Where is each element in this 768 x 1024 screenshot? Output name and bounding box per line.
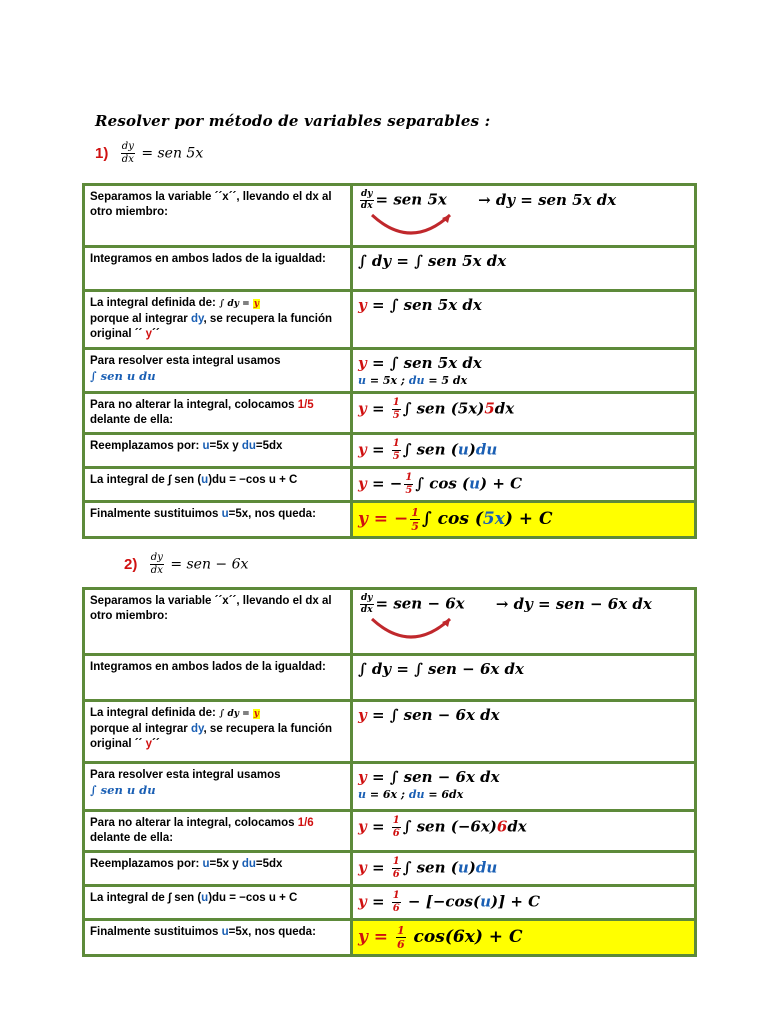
step-description: Finalmente sustituimos u=5x, nos queda: (84, 920, 352, 956)
step-description: Separamos la variable ´´x´´, llevando el dx al otro miembro: (84, 185, 352, 247)
table-row (84, 502, 696, 538)
table-row (84, 291, 696, 349)
table-row (84, 468, 696, 502)
table-row (84, 763, 696, 811)
step-description: Reemplazamos por: u=5x y du=5dx (84, 434, 352, 468)
table-row (84, 349, 696, 393)
table-row (84, 701, 696, 763)
step-math: y = ∫ sen − 6x dx (352, 701, 696, 763)
step-math: ∫ dy = ∫ sen − 6x dx (352, 655, 696, 701)
derivative-fraction: $\frac{dy}{dx}$ (150, 552, 163, 576)
step-description: Para resolver esta integral usamos ∫ sen u du (84, 763, 352, 811)
table-row (84, 852, 696, 886)
step-math: y = $\frac{1}{5}$ ∫ sen (5x)5dx (352, 393, 696, 434)
table-row (84, 886, 696, 920)
problem-2-statement (124, 553, 248, 576)
table-row (84, 811, 696, 852)
table-row (84, 434, 696, 468)
derivative-fraction: $\frac{dy}{dx}$ (121, 141, 134, 165)
step-math: y = $\frac{1}{6}$ ∫ sen (−6x)6dx (352, 811, 696, 852)
table-row (84, 393, 696, 434)
problem-number: 1) (95, 144, 109, 162)
curved-arrow-icon (366, 615, 456, 641)
step-description: Reemplazamos por: u=5x y du=5dx (84, 852, 352, 886)
step-description: Para no alterar la integral, colocamos 1/5 delante de ella: (84, 393, 352, 434)
table-row (84, 247, 696, 291)
steps-table-2 (82, 587, 697, 957)
step-math: ∫ dy = ∫ sen 5x dx (352, 247, 696, 291)
step-description: Integramos en ambos lados de la igualdad: (84, 655, 352, 701)
step-description: Para resolver esta integral usamos ∫ sen u du (84, 349, 352, 393)
step-description: Finalmente sustituimos u=5x, nos queda: (84, 502, 352, 538)
final-result: y = $\frac{1}{6}$ cos(6x) + C (352, 920, 696, 956)
step-description: La integral definida de: ∫ dy = y porque al integrar dy, se recupera la función original ´´ y´´ (84, 291, 352, 349)
step-math: y = ∫ sen − 6x dx u = 6x ; du = 6dx (352, 763, 696, 811)
equation-rhs: = sen − 6x (170, 556, 249, 573)
steps-table-1 (82, 183, 697, 539)
table-row (84, 920, 696, 956)
step-description: Integramos en ambos lados de la igualdad: (84, 247, 352, 291)
step-description: Para no alterar la integral, colocamos 1/6 delante de ella: (84, 811, 352, 852)
table-row (84, 589, 696, 655)
step-math: y = − $\frac{1}{5}$ ∫ cos (u) + C (352, 468, 696, 502)
step-math: y = ∫ sen 5x dx (352, 291, 696, 349)
step-math: y = ∫ sen 5x dx u = 5x ; du = 5 dx (352, 349, 696, 393)
page-title: Resolver por método de variables separables : (95, 112, 491, 130)
step-description: La integral de ∫ sen (u)du = −cos u + C (84, 886, 352, 920)
step-math: y = $\frac{1}{6}$ − [−cos(u)] + C (352, 886, 696, 920)
curved-arrow-icon (366, 211, 456, 237)
step-description: La integral definida de: ∫ dy = y porque al integrar dy, se recupera la función original ´´ y´´ (84, 701, 352, 763)
equation-rhs: = sen 5x (141, 145, 204, 162)
problem-number: 2) (124, 555, 138, 573)
step-description: Separamos la variable ´´x´´, llevando el dx al otro miembro: (84, 589, 352, 655)
problem-1-statement (95, 142, 203, 165)
table-row (84, 655, 696, 701)
step-math: y = $\frac{1}{5}$ ∫ sen (u)du (352, 434, 696, 468)
step-description: La integral de ∫ sen (u)du = −cos u + C (84, 468, 352, 502)
step-math: $\frac{dy}{dx}$ = sen 5x → dy = sen 5x dx (352, 185, 696, 247)
step-math: $\frac{dy}{dx}$ = sen − 6x → dy = sen − 6x dx (352, 589, 696, 655)
table-row (84, 185, 696, 247)
step-math: y = $\frac{1}{6}$ ∫ sen (u)du (352, 852, 696, 886)
final-result: y = − $\frac{1}{5}$ ∫ cos (5x) + C (352, 502, 696, 538)
